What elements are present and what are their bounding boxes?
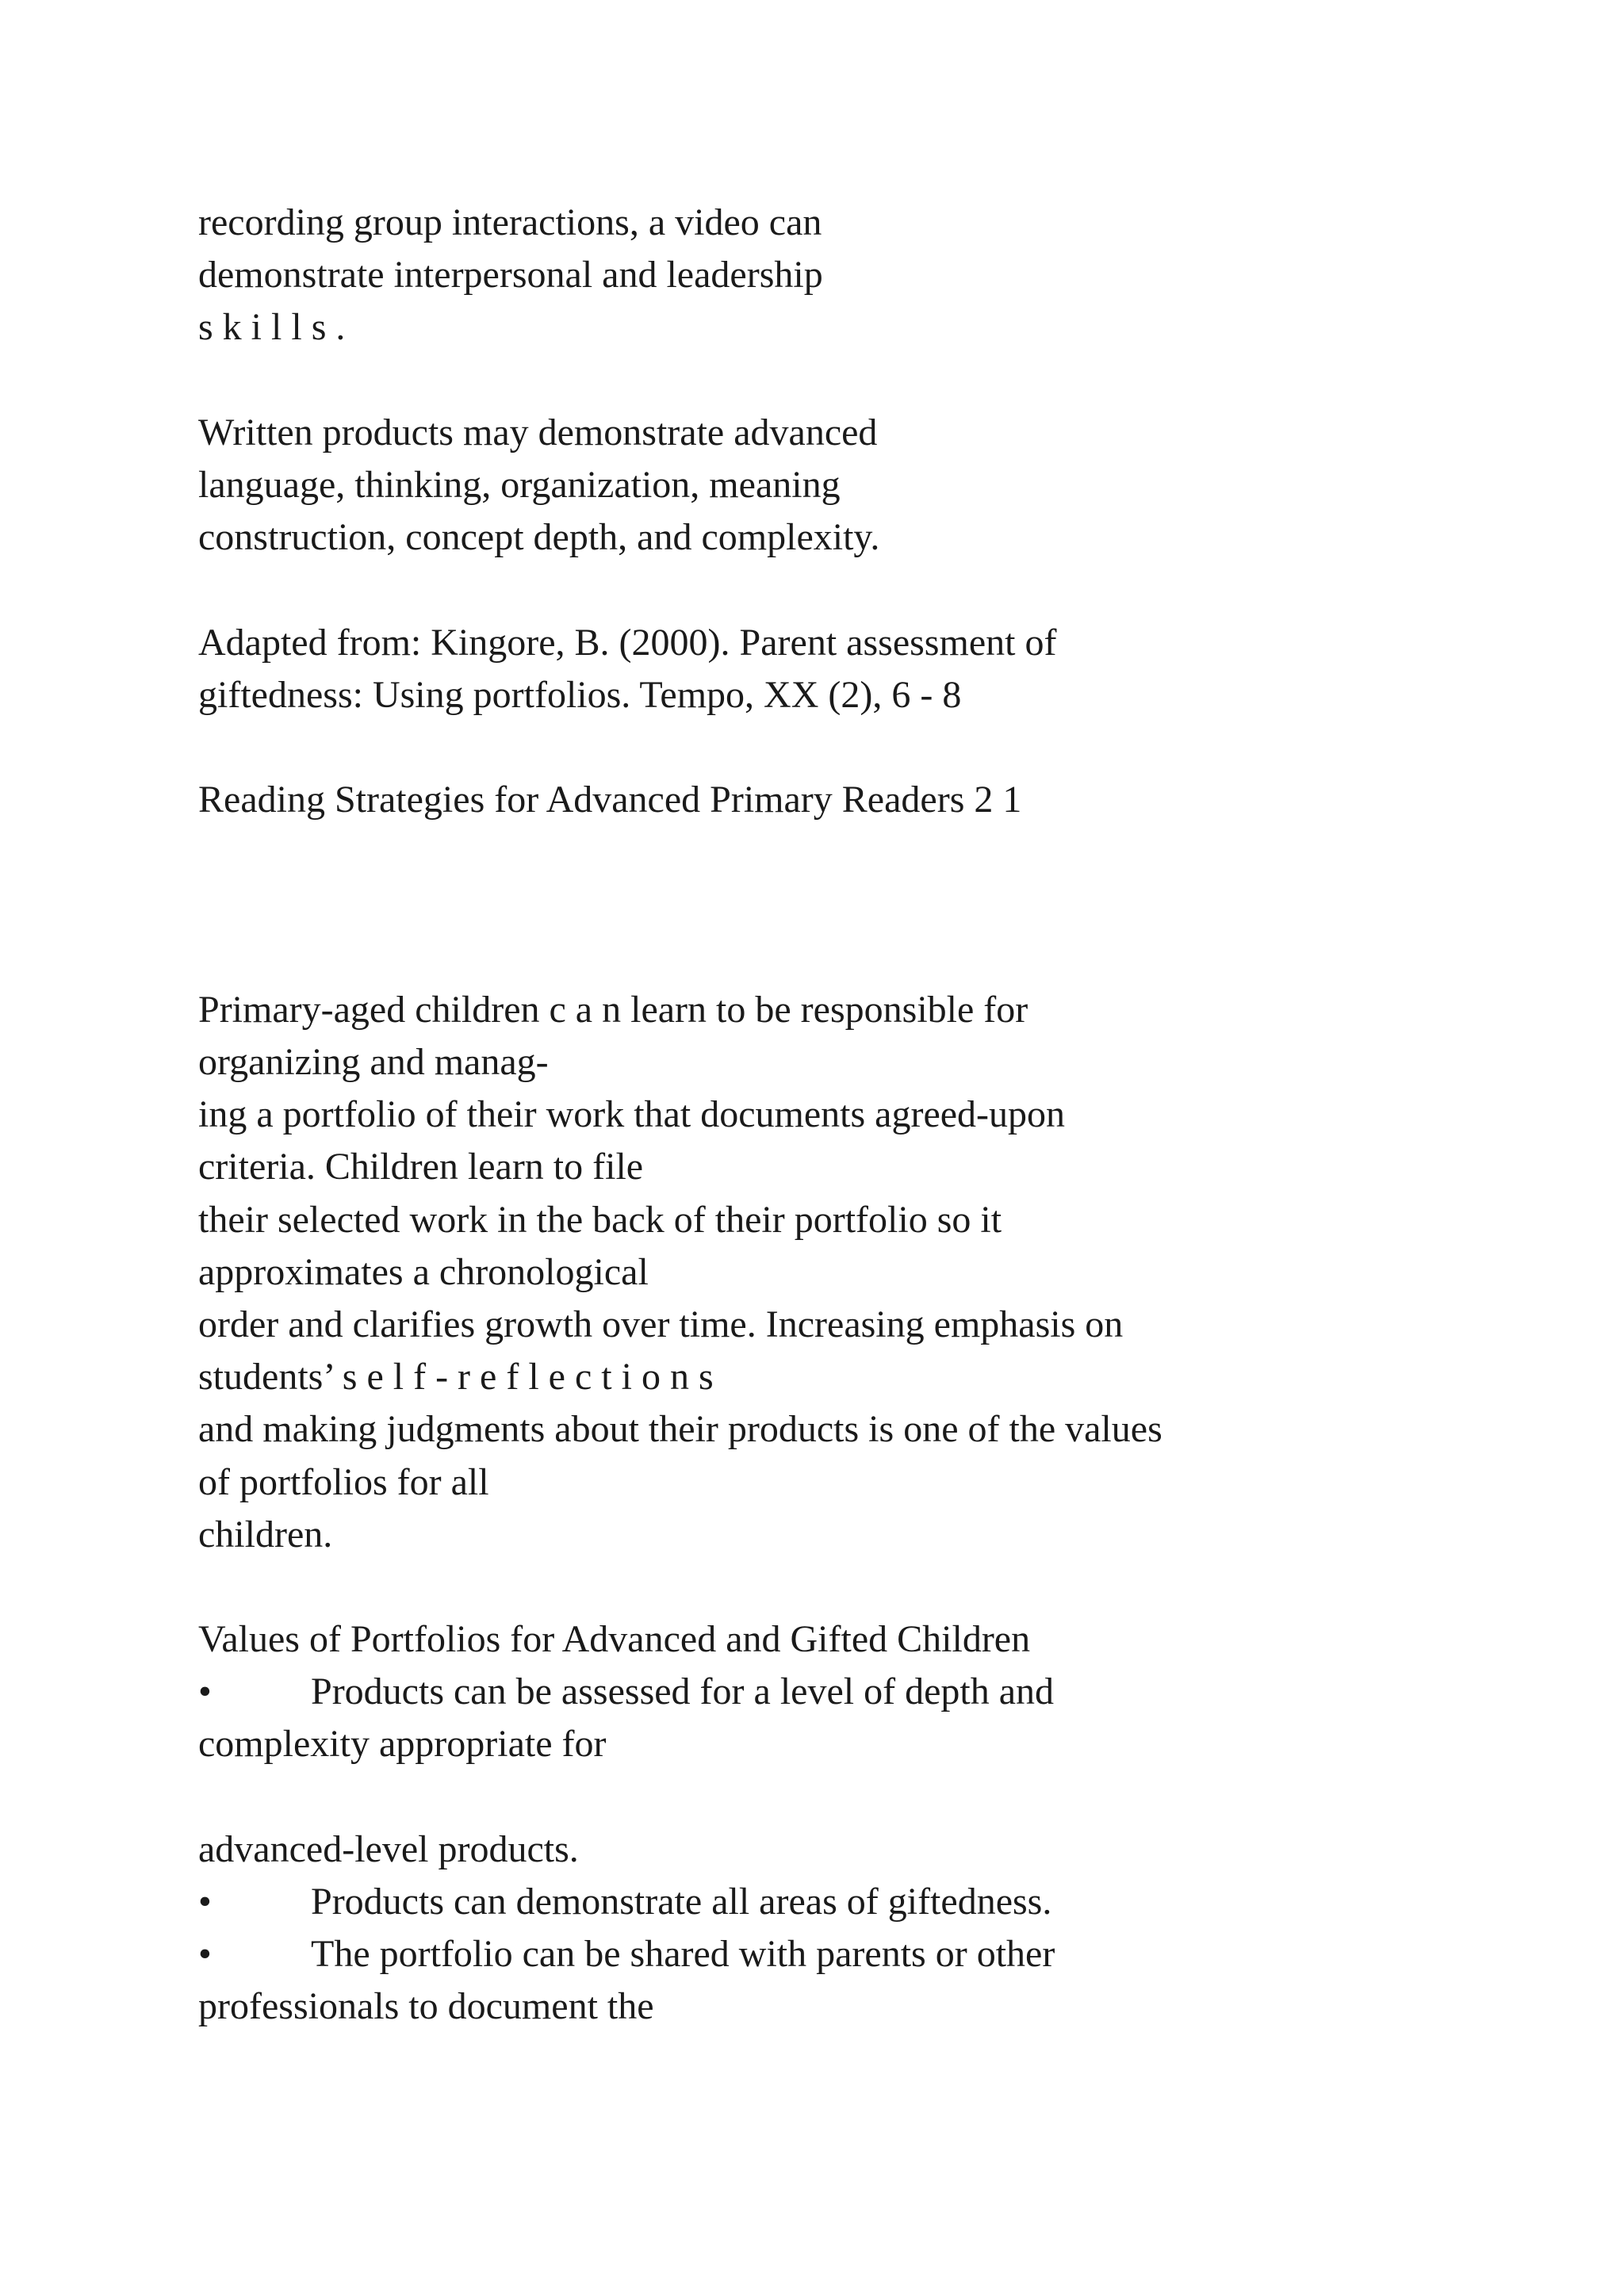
section-heading: Values of Portfolios for Advanced and Gifted Children bbox=[198, 1618, 1031, 1661]
text-line: s k i l l s . bbox=[198, 306, 346, 349]
text-line: organizing and manag- bbox=[198, 1041, 549, 1083]
blank-line bbox=[198, 932, 1546, 984]
bullet-icon: • bbox=[198, 1881, 212, 1923]
bullet-text: The portfolio can be shared with parents or other bbox=[311, 1933, 1055, 1976]
bullet-item bbox=[198, 1666, 1546, 1718]
text-line: of portfolios for all bbox=[198, 1460, 489, 1503]
blank-line bbox=[198, 878, 1546, 931]
text-line: criteria. Children learn to file bbox=[198, 1146, 644, 1188]
blank-line bbox=[198, 1561, 1546, 1613]
blank-line bbox=[198, 354, 1546, 407]
text-line: their selected work in the back of their portfolio so it bbox=[198, 1198, 1002, 1241]
blank-line bbox=[198, 721, 1546, 774]
document-body bbox=[198, 197, 1546, 2034]
bullet-text: Products can demonstrate all areas of giftedness. bbox=[311, 1881, 1052, 1923]
running-footer: Reading Strategies for Advanced Primary Readers 2 1 bbox=[198, 779, 1022, 821]
blank-line bbox=[198, 826, 1546, 878]
bullet-text: Products can be assessed for a level of depth and bbox=[311, 1670, 1055, 1713]
text-line: construction, concept depth, and complexity. bbox=[198, 516, 880, 559]
bullet-continuation: advanced-level products. bbox=[198, 1827, 579, 1870]
text-line: language, thinking, organization, meaning bbox=[198, 463, 841, 506]
bullet-icon: • bbox=[198, 1933, 212, 1976]
text-line: recording group interactions, a video can bbox=[198, 201, 822, 243]
bullet-continuation: complexity appropriate for bbox=[198, 1723, 607, 1766]
text-line: Written products may demonstrate advanced bbox=[198, 411, 878, 453]
bullet-item bbox=[198, 1928, 1546, 1980]
text-line: order and clarifies growth over time. Increasing emphasis on bbox=[198, 1303, 1124, 1345]
text-line: approximates a chronological bbox=[198, 1250, 649, 1293]
bullet-icon: • bbox=[198, 1670, 212, 1713]
text-line: ing a portfolio of their work that documents agreed-upon bbox=[198, 1093, 1066, 1136]
blank-line bbox=[198, 1771, 1546, 1823]
text-line: Primary-aged children c a n learn to be responsible for bbox=[198, 988, 1028, 1031]
citation-line: giftedness: Using portfolios. Tempo, XX (2), 6 - 8 bbox=[198, 673, 962, 716]
blank-line bbox=[198, 564, 1546, 616]
bullet-continuation: professionals to document the bbox=[198, 1985, 654, 2028]
bullet-item bbox=[198, 1876, 1546, 1928]
citation-line: Adapted from: Kingore, B. (2000). Parent assessment of bbox=[198, 621, 1057, 664]
text-line: and making judgments about their products is one of the values bbox=[198, 1408, 1162, 1451]
text-line: children. bbox=[198, 1513, 333, 1556]
text-line: students’ s e l f - r e f l e c t i o n s bbox=[198, 1356, 714, 1399]
text-line: demonstrate interpersonal and leadership bbox=[198, 254, 823, 297]
